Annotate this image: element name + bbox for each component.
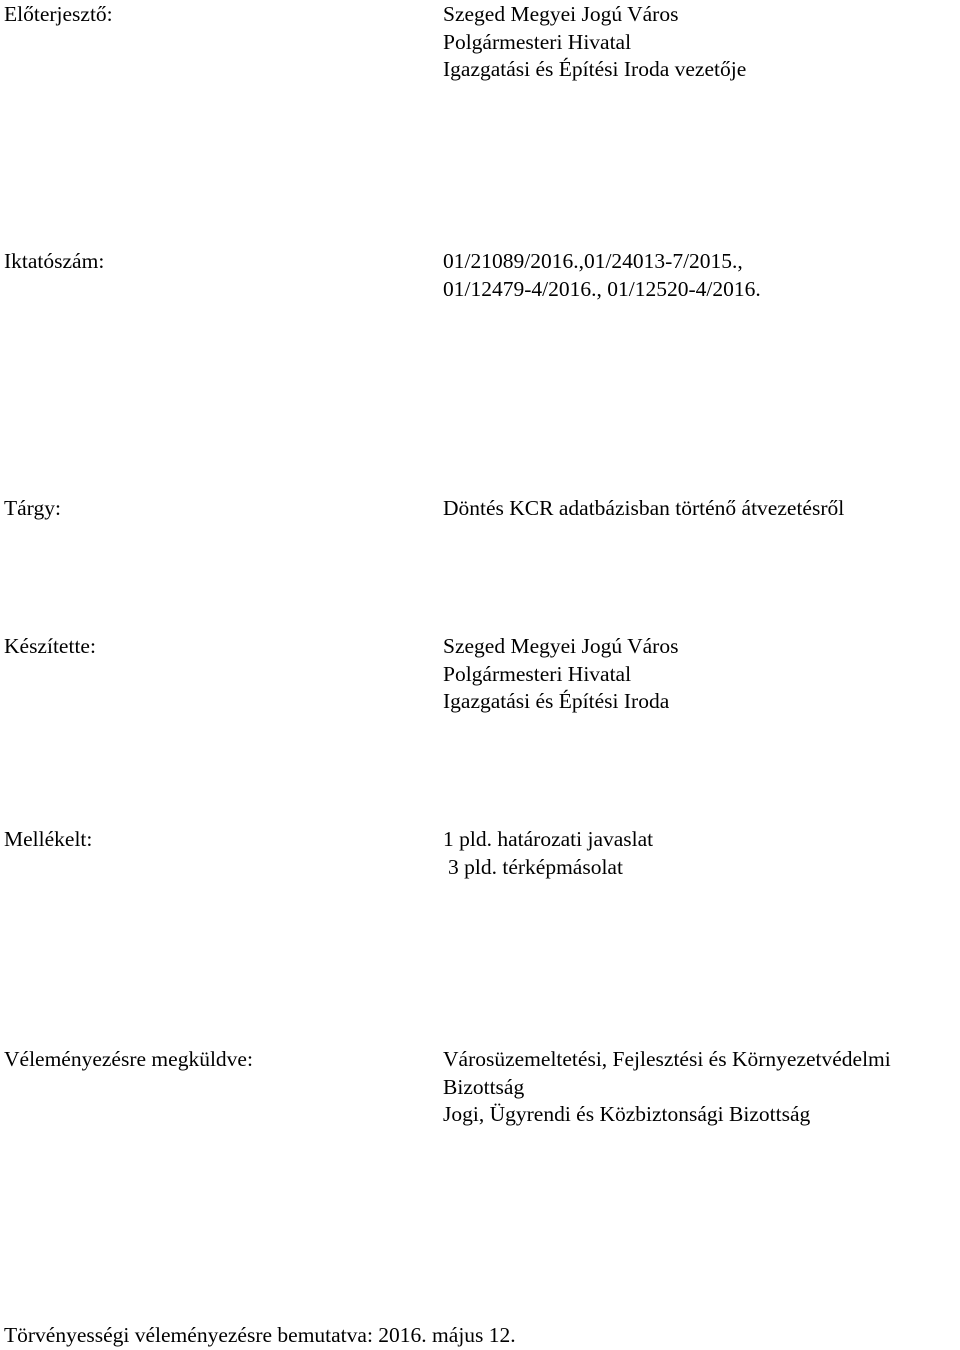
targy-value (443, 495, 844, 523)
eloterjeszto-line: Igazgatási és Építési Iroda vezetője (443, 57, 747, 81)
iktatoszam-line: 01/12479-4/2016., 01/12520-4/2016. (443, 276, 761, 301)
mellekelt-value (443, 826, 653, 881)
iktatoszam-label: Iktatószám: (4, 249, 105, 273)
eloterjeszto-label: Előterjesztő: (4, 2, 113, 26)
mellekelt-line: 3 pld. térképmásolat (448, 854, 623, 879)
iktatoszam-line: 01/21089/2016.,01/24013-7/2015., (443, 249, 743, 273)
eloterjeszto-line: Szeged Megyei Jogú Város (443, 2, 679, 26)
iktatoszam-value (443, 248, 761, 303)
velemenyezesre-line: Városüzemeltetési, Fejlesztési és Környezetvédelmi (443, 1047, 891, 1071)
keszitette-line: Polgármesteri Hivatal (443, 661, 632, 686)
targy-label: Tárgy: (4, 496, 61, 520)
keszitette-line: Igazgatási és Építési Iroda (443, 689, 670, 713)
velemenyezesre-line: Bizottság (443, 1074, 525, 1099)
velemenyezesre-label: Véleményezésre megküldve: (4, 1047, 253, 1071)
targy-line: Döntés KCR adatbázisban történő átvezetésről (443, 496, 845, 520)
eloterjeszto-line: Polgármesteri Hivatal (443, 29, 632, 54)
mellekelt-label: Mellékelt: (4, 827, 93, 851)
keszitette-line: Szeged Megyei Jogú Város (443, 634, 679, 658)
velemenyezesre-value (443, 1046, 891, 1129)
keszitette-value (443, 633, 678, 716)
keszitette-label: Készítette: (4, 634, 96, 658)
eloterjeszto-value (443, 1, 746, 84)
velemenyezesre-line: Jogi, Ügyrendi és Közbiztonsági Bizottság (443, 1102, 811, 1126)
footer-text: Törvényességi véleményezésre bemutatva: 2016. május 12. (4, 1323, 516, 1347)
mellekelt-line: 1 pld. határozati javaslat (443, 827, 654, 851)
